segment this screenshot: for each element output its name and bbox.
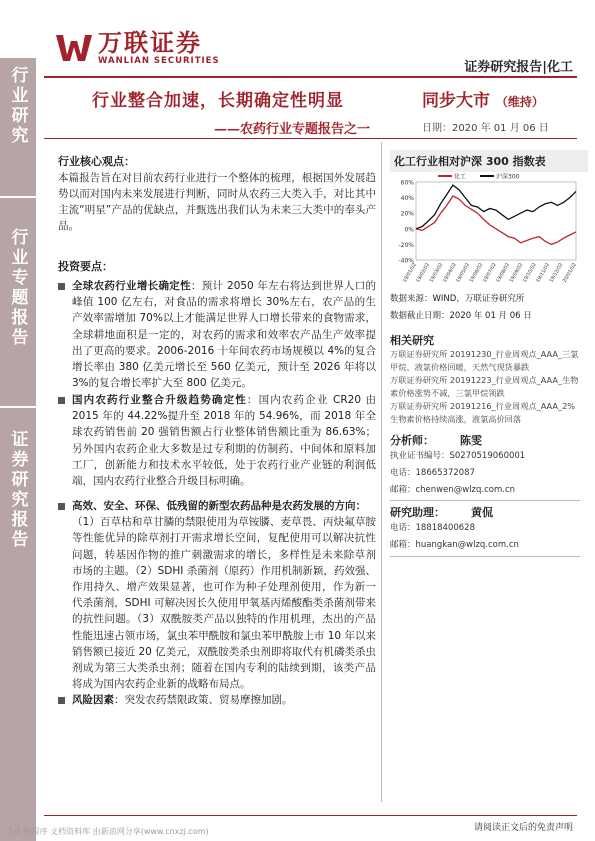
x-tick-label: 19/04/02 bbox=[442, 262, 458, 284]
y-tick-label: 40% bbox=[400, 195, 414, 203]
bullet-domestic-consolidation bbox=[58, 392, 376, 489]
bullet-square-icon bbox=[58, 283, 65, 290]
sidebar-divider bbox=[0, 406, 36, 408]
analyst-email[interactable]: 邮箱：chenwen@wlzq.com.cn bbox=[390, 485, 516, 495]
core-heading: 行业核心观点： bbox=[58, 155, 135, 168]
data-source: 数据来源：WIND，万联证券研究所 bbox=[390, 294, 525, 304]
chart-frame bbox=[416, 182, 576, 260]
assistant-name: 黄侃 bbox=[471, 506, 493, 519]
analyst-name: 陈雯 bbox=[460, 434, 482, 447]
report-subtitle: ——农药行业专题报告之一 bbox=[214, 122, 371, 137]
assistant-email[interactable]: 邮箱：huangkan@wlzq.com.cn bbox=[390, 540, 519, 550]
x-tick-label: 19/05/02 bbox=[455, 262, 472, 284]
series-line-1 bbox=[416, 185, 576, 229]
disclaimer[interactable]: 请阅读正文后的免责声明 bbox=[473, 823, 573, 833]
bullet-square-icon bbox=[58, 697, 65, 704]
analyst-cert: 执业证书编号：S0270519060001 bbox=[390, 451, 526, 461]
footer-rule bbox=[44, 815, 577, 816]
x-tick-label: 19/02/02 bbox=[415, 262, 432, 284]
analyst-divider bbox=[390, 500, 580, 501]
related-heading: 相关研究 bbox=[390, 334, 434, 347]
y-tick-label: 20% bbox=[400, 210, 414, 218]
bullet-title: 国内农药行业整合升级趋势确定性 bbox=[72, 394, 247, 406]
x-tick-label: 19/01/02 bbox=[402, 262, 418, 284]
x-tick-label: 19/12/02 bbox=[549, 262, 565, 284]
assistant-divider bbox=[390, 556, 580, 557]
column-divider bbox=[381, 142, 382, 802]
related-list bbox=[390, 348, 580, 426]
bullet-title: 高效、安全、环保、低残留的新型农药品种是农药发展的方向： bbox=[72, 500, 366, 512]
y-tick-label: 60% bbox=[400, 179, 414, 187]
bullet-global-growth bbox=[58, 278, 376, 391]
sidebar-label-industry-research: 行业研究 bbox=[7, 66, 28, 146]
related-item[interactable]: 万联证券研究所 20191230_行业周观点_AAA_三氯甲烷、液氯价格回暖，天然气现货暴跌 bbox=[390, 349, 579, 372]
y-tick-label: 0% bbox=[404, 226, 414, 234]
core-text: 本篇报告旨在对目前农药行业进行一个整体的梳理，根据国外发展趋势以而对国内未来发展进行判断，同时从农药三大类入手，对比其中主流“明星”产品的优缺点，并甄选出我们认为未来三大类中的奉头产品。 bbox=[58, 172, 376, 232]
brand-name-en: WANLIAN SECURITIES bbox=[98, 56, 220, 66]
x-tick-label: 19/11/02 bbox=[535, 262, 552, 284]
x-tick-label: 19/10/02 bbox=[522, 262, 538, 284]
bullet-text: ：国内农药企业 CR20 由 2015 年的 44.22%提升至 2018 年的 54.96%，而 2018 年全球农药销售前 20 强销售额占行业整体销售额比重为 86.63%；另外国内农药企业大多数是过专利期的仿制药、中间体和原料加工厂，创新能力和技术水平较低，处于农药行业产业链的利润低端，国内农药行业整合升级目标明确。 bbox=[72, 394, 377, 488]
assistant-block bbox=[390, 504, 580, 554]
sidebar-label-securities-report: 证券研究报告 bbox=[7, 430, 28, 550]
brand-name-cn: 万联证券 bbox=[98, 29, 202, 57]
bullet-square-icon bbox=[58, 397, 65, 404]
legend-label: 化工 bbox=[454, 173, 467, 181]
brand-logo bbox=[56, 30, 220, 66]
report-title: 行业整合加速，长期确定性明显 bbox=[92, 91, 344, 111]
x-tick-label: 19/03/02 bbox=[429, 262, 445, 284]
rating bbox=[422, 86, 544, 111]
bullet-title: 全球农药行业增长确定性 bbox=[72, 280, 191, 292]
chart-title: 化工行业相对沪深 300 指数表 bbox=[390, 150, 588, 172]
report-date: 日期：2020 年 01 月 06 日 bbox=[422, 123, 549, 134]
x-tick-label: 19/07/02 bbox=[482, 262, 498, 284]
bullet-square-icon bbox=[58, 503, 65, 510]
chart bbox=[390, 168, 580, 286]
analyst-phone: 电话：18665372087 bbox=[390, 468, 475, 478]
wanlian-logo-icon bbox=[56, 33, 92, 63]
y-tick-label: -40% bbox=[398, 257, 414, 265]
data-cutoff-date: 数据截止日期：2020 年 01 月 06 日 bbox=[390, 311, 532, 321]
assistant-phone: 电话：18818400628 bbox=[390, 523, 475, 533]
report-type: 证券研究报告|化工 bbox=[464, 60, 573, 75]
legend-label: 沪深300 bbox=[496, 173, 520, 181]
sidebar bbox=[0, 58, 36, 841]
assistant-label: 研究助理： bbox=[390, 506, 445, 519]
bullet-risk bbox=[58, 692, 376, 708]
related-item[interactable]: 万联证券研究所 20191216_行业周观点_AAA_2%生物素价格持续高涨，液氯高价回落 bbox=[390, 401, 576, 424]
chart-svg bbox=[390, 168, 580, 286]
bullet-text: （1）百草枯和草甘膦的禁限使用为草铵膦、麦草畏、丙炔氟草胺等性能优异的除草剂打开需求增长空间，复配使用可以解决抗性问题，转基因作物的推广刺激需求的增长，多样性是未来除草剂市场的主题。（2）SDHI 杀菌剂（原药）作用机制新颖，药效强、作用持久、增产效果显著，也可作为种子处理剂使用，作为新一代杀菌剂，SDHI 可解决因长久使用甲氧基丙烯酸酯类杀菌剂带来的抗性问题。（3）双酰胺类产品以独特的作用机理，杰出的产品性能迅速占领市场，氯虫苯甲酰胺和氯虫苯甲酰胺上市 10 年以来销售额已接近 20 亿美元，双酰胺类杀虫剂即将取代有机磷类杀虫剂成为第三大类杀虫剂；随着在国内专利的陆续到期，该类产品将成为国内农药企业新的战略布局点。 bbox=[72, 516, 376, 691]
bullet-new-pesticides bbox=[58, 498, 376, 692]
watermark: 1-1 纯程序 文档资料库 由新浪网分享(www.cnxzj.com) bbox=[8, 827, 209, 836]
rating-sub: （维持） bbox=[495, 95, 544, 109]
analyst-block bbox=[390, 432, 580, 499]
x-tick-label: 19/06/02 bbox=[469, 262, 485, 284]
y-tick-label: -20% bbox=[398, 241, 414, 249]
header-rule bbox=[44, 76, 577, 78]
bullet-text: ：突发农药禁限政策、贸易摩擦加剧。 bbox=[114, 694, 293, 706]
sidebar-label-topic-report: 行业专题报告 bbox=[7, 228, 28, 348]
bullet-title: 风险因素 bbox=[72, 694, 114, 706]
rating-label: 同步大市 bbox=[422, 91, 490, 111]
x-tick-label: 19/09/02 bbox=[509, 262, 525, 284]
x-tick-label: 19/08/02 bbox=[495, 262, 512, 284]
title-rule bbox=[44, 138, 577, 139]
bullet-text: ：预计 2050 年左右将达到世界人口的峰值 100 亿左右，对食品的需求将增长 30%左右，农产品的生产效率需增加 70%以上才能满足世界人口增长带来的食物需求，全球耕地面积是一定的，对农药的需求和效率农产品生产效率提出了更高的要求。2006-2016 十年间农药市场规模以 4%的复合增长率由 380 亿美元增长至 560 亿美元，预计至 2026 年将以 3%的复合增长率扩大至 800 亿美元。 bbox=[72, 280, 377, 390]
analyst-label: 分析师： bbox=[390, 434, 434, 447]
invest-heading: 投资要点： bbox=[58, 260, 113, 273]
sidebar-divider bbox=[0, 196, 36, 198]
related-item[interactable]: 万联证券研究所 20191223_行业周观点_AAA_生物素价格涨势不减，三氯甲烷领跌 bbox=[390, 375, 579, 398]
x-tick-label: 20/01/02 bbox=[562, 262, 578, 284]
